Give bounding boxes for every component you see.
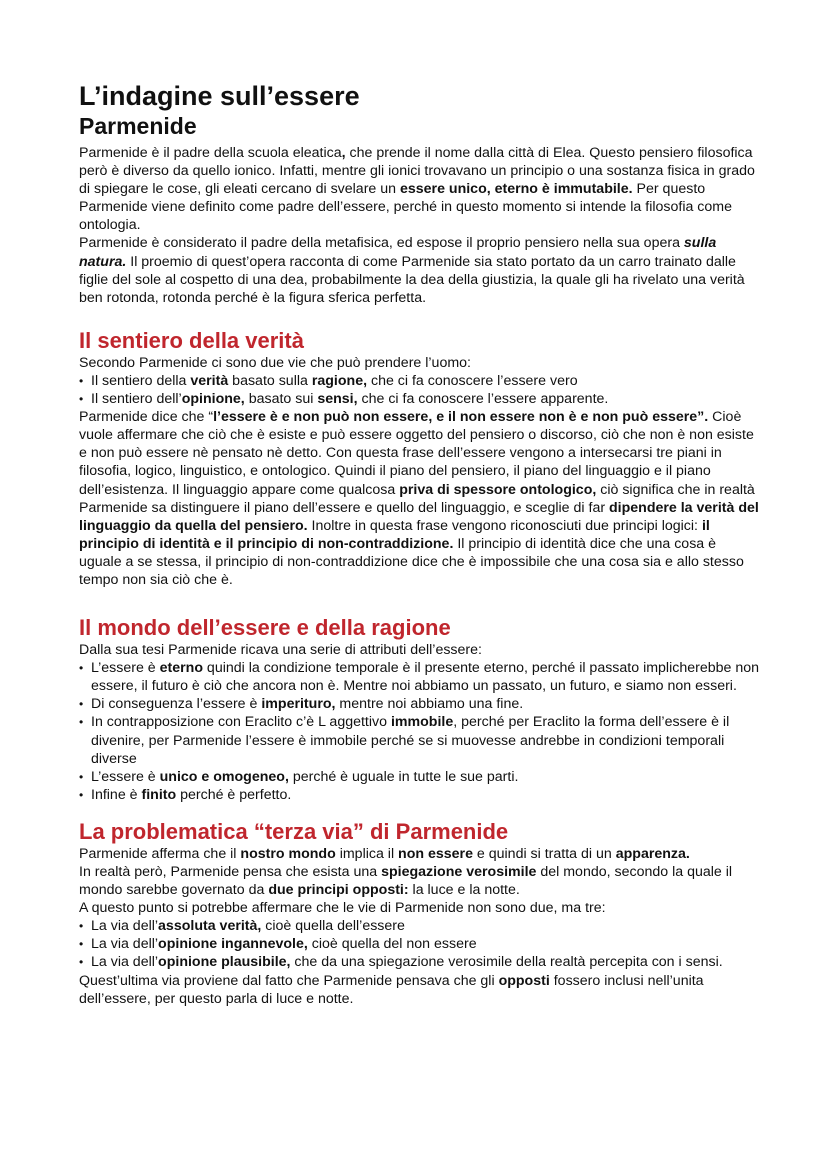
- section-lead: [79, 641, 759, 659]
- text-run: perché è perfetto.: [176, 786, 292, 803]
- bold-text: opinione ingannevole,: [158, 936, 308, 953]
- list-item: [79, 786, 759, 804]
- list-item: [79, 713, 759, 767]
- closing-paragraph: [79, 972, 759, 1008]
- text-run: che ci fa conoscere l’essere vero: [367, 372, 578, 389]
- text-run: Di conseguenza l’essere è: [91, 696, 262, 713]
- text-run: Parmenide dice che “: [79, 409, 214, 426]
- list-item: [79, 659, 759, 695]
- text-run: La via dell’: [91, 954, 159, 971]
- text-run: Secondo Parmenide ci sono due vie che può prendere l’uomo:: [79, 354, 471, 371]
- text-run: L’essere è: [91, 768, 160, 785]
- text-run: La via dell’: [91, 918, 159, 935]
- document-page: [79, 80, 759, 1008]
- text-run: basato sui: [244, 391, 318, 408]
- list-item: [79, 768, 759, 786]
- section-lead: [79, 354, 759, 372]
- list-item: [79, 917, 759, 935]
- list-item: [79, 953, 759, 971]
- bold-text: apparenza.: [615, 845, 690, 862]
- text-run: , perché per Eraclito la forma dell’essere è il divenire, per Parmenide l’essere è immobile perché se si muovesse andrebbe in condizioni temporali diverse: [91, 714, 730, 767]
- bold-text: priva di spessore ontologico,: [399, 481, 597, 498]
- list-item: [79, 935, 759, 953]
- section-paragraph: [79, 863, 759, 899]
- text-run: e quindi si tratta di un: [472, 845, 616, 862]
- text-run: Parmenide afferma che il: [79, 845, 241, 862]
- bold-text: opposti: [498, 972, 550, 989]
- bullet-list: [79, 659, 759, 804]
- text-run: Parmenide è il padre della scuola eleatica: [79, 145, 342, 161]
- bold-text: sensi,: [317, 391, 358, 408]
- text-run: Per questo Parmenide viene definito come padre dell’essere, perché in questo momento si intende la filosofia come ontologia.: [79, 181, 732, 234]
- text-run: implica il: [335, 845, 399, 862]
- text-run: Il proemio di quest’opera racconta di come Parmenide sia stato portato da un carro trainato dalle figlie del sole al cospetto di una dea, probabilmente la dea della giustizia, la quale gli ha rivelato una verità ben rotonda, rotonda perché è la figura sferica perfetta.: [79, 253, 745, 306]
- bold-text: non essere: [398, 845, 473, 862]
- text-run: basato sulla: [228, 372, 312, 389]
- text-run: cioè quella del non essere: [307, 936, 477, 953]
- bold-text: immobile: [390, 714, 454, 731]
- text-run: Infine è: [91, 786, 142, 803]
- text-run: Il principio di identità dice che una cosa è uguale a se stessa, il principio di non-contraddizione dice che è impossibile che una cosa sia e allo stesso tempo non sia ciò che è.: [79, 535, 744, 588]
- page-title: L’indagine sull’essere: [79, 81, 360, 111]
- text-run: Parmenide è considerato il padre della metafisica, ed espose il proprio pensiero nella sua opera: [79, 235, 684, 252]
- intro-paragraph: [79, 144, 759, 234]
- text-run: Il sentiero dell’: [91, 391, 182, 408]
- text-run: la luce e la notte.: [408, 882, 520, 899]
- bold-text: nostro mondo: [240, 845, 336, 862]
- text-run: fossero inclusi nell’unita dell’essere, per questo parla di luce e notte.: [79, 972, 704, 1007]
- text-run: che ci fa conoscere l’essere apparente.: [357, 391, 609, 408]
- text-run: perché è uguale in tutte le sue parti.: [288, 768, 519, 785]
- text-run: cioè quella dell’essere: [261, 918, 405, 935]
- bullet-list: [79, 917, 759, 971]
- list-item: [79, 372, 759, 390]
- text-run: In realtà però, Parmenide pensa che esista una: [79, 864, 382, 880]
- bold-text: essere unico, eterno è immutabile.: [399, 181, 633, 198]
- section-body: [79, 408, 759, 589]
- section-paragraph: [79, 899, 759, 917]
- bold-text: dipendere la verità del linguaggio da quella del pensiero.: [79, 499, 759, 534]
- text-run: L’essere è: [91, 660, 160, 677]
- bold-text: verità: [190, 372, 229, 389]
- text-run: Quest’ultima via proviene dal fatto che Parmenide pensava che gli: [79, 972, 499, 989]
- text-run: Inoltre in questa frase vengono riconosciuti due principi logici:: [307, 517, 702, 534]
- bold-text: opinione,: [181, 391, 245, 408]
- text-run: Dalla sua tesi Parmenide ricava una serie di attributi dell’essere:: [79, 642, 482, 659]
- bold-text: il principio di identità e il principio di non-contraddizione.: [79, 517, 710, 552]
- bold-text: ,: [341, 145, 346, 161]
- bold-text: eterno: [159, 660, 203, 677]
- intro-paragraph: [79, 234, 759, 306]
- bold-text: spiegazione verosimile: [381, 864, 537, 880]
- text-run: quindi la condizione temporale è il presente eterno, perché il passato implicherebbe non essere, il futuro è ciò che ancora non è. Mentre noi abbiamo un passato, un futuro, e siamo non esseri.: [91, 660, 760, 695]
- section-paragraph: [79, 845, 759, 863]
- text-run: mentre noi abbiamo una fine.: [335, 696, 524, 713]
- text-run: In contrapposizione con Eraclito c’è L aggettivo: [91, 714, 391, 731]
- bold-text: imperituro,: [261, 696, 336, 713]
- list-item: [79, 695, 759, 713]
- bold-text: due principi opposti:: [268, 882, 409, 899]
- text-run: Cioè vuole affermare che ciò che è esiste e può essere oggetto del pensiero o discorso, ciò che non è non esiste e non può essere nè pensato nè detto. Con questa frase dell’essere vengono a intersecarsi tre piani in filosofia, logico, linguistico, e ontologico. Quindi il piano del pensiero, il piano del linguaggio e il piano dell’esistenza. Il linguaggio appare come qualcosa: [79, 409, 754, 498]
- list-item: [79, 390, 759, 408]
- text-run: del mondo, secondo la quale il mondo sarebbe governato da: [79, 864, 733, 899]
- text-run: La via dell’: [91, 936, 159, 953]
- section-heading-sentiero: Il sentiero della verità: [79, 327, 304, 353]
- text-run: che prende il nome dalla città di Elea. Questo pensiero filosofica però è diverso da quello ionico. Infatti, mentre gli ionici trovavano un principio o una sostanza fisica in grado di spiegare le cose, gli eleati cercano di svelare un: [79, 145, 755, 198]
- page-subtitle: Parmenide: [79, 113, 197, 139]
- text-run: che da una spiegazione verosimile della realtà percepita con i sensi.: [290, 954, 723, 971]
- bullet-list: [79, 372, 759, 408]
- text-run: A questo punto si potrebbe affermare che le vie di Parmenide non sono due, ma tre:: [79, 900, 606, 917]
- emphasis-text: sulla natura.: [79, 235, 717, 270]
- section-heading-mondo: Il mondo dell’essere e della ragione: [79, 615, 451, 641]
- bold-text: finito: [141, 786, 177, 803]
- text-run: ciò significa che in realtà Parmenide sa distinguere il piano dell’essere e quello del linguaggio, e sceglie di far: [79, 481, 755, 516]
- text-run: Il sentiero della: [91, 372, 191, 389]
- bold-text: opinione plausibile,: [158, 954, 291, 971]
- bold-text: unico e omogeneo,: [159, 768, 289, 785]
- section-heading-terza-via: La problematica “terza via” di Parmenide: [79, 818, 509, 844]
- bold-text: assoluta verità,: [158, 918, 262, 935]
- bold-text: ragione,: [311, 372, 368, 389]
- bold-text: l’essere è e non può non essere, e il non essere non è e non può essere”.: [213, 409, 709, 426]
